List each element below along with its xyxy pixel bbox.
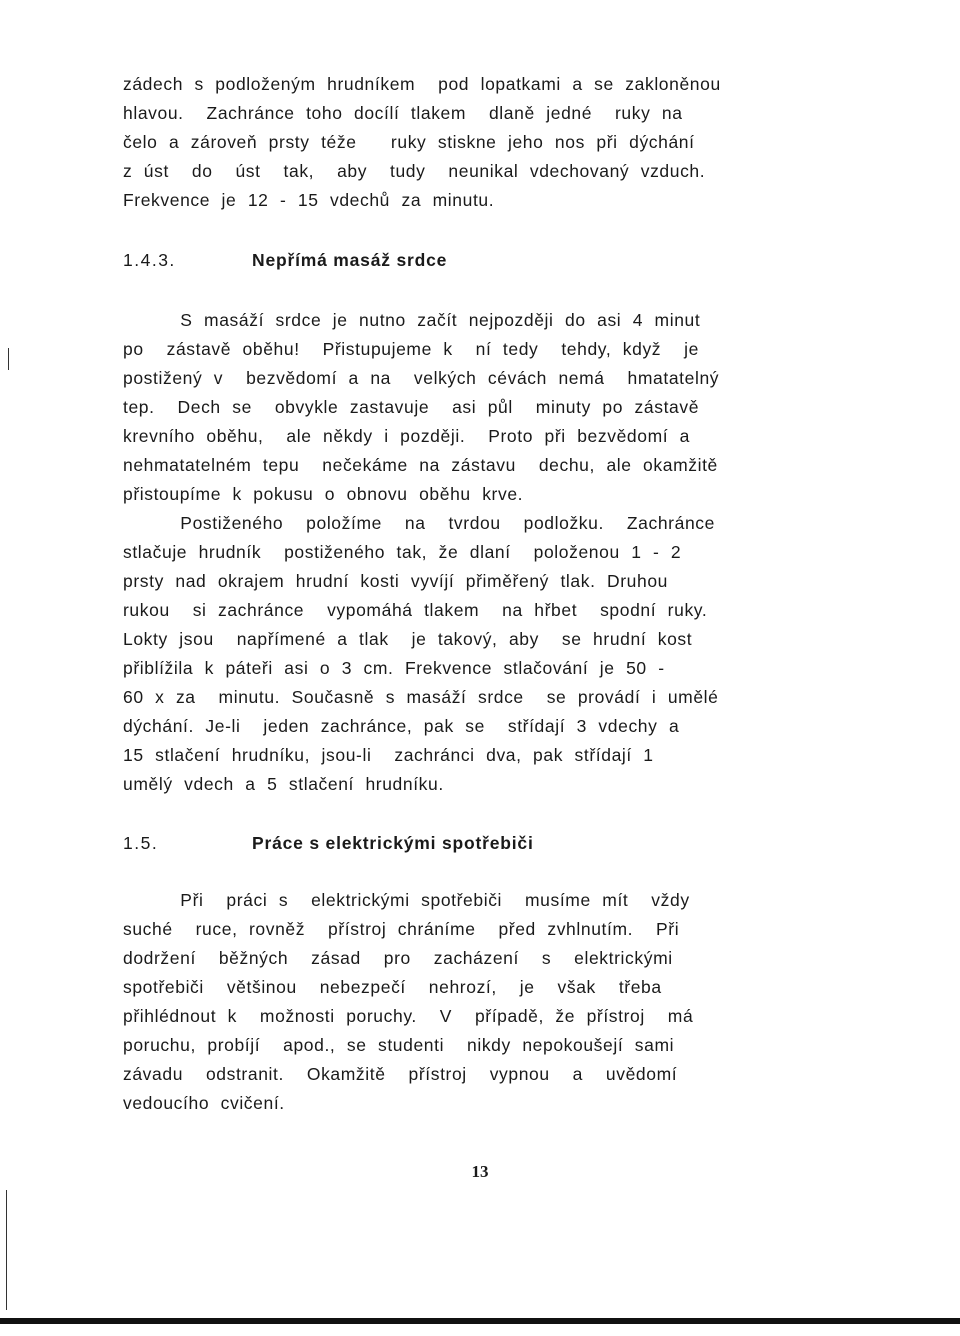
section-number: 1.4.3. [123,250,176,270]
text-line: zádech s podloženým hrudníkem pod lopatkami a se zakloněnou [123,74,721,94]
text-line: tep. Dech se obvykle zastavuje asi půl minuty po zástavě [123,397,700,417]
text-line: přihlédnout k možnosti poruchy. V případě, že přístroj má [123,1006,694,1026]
text-line: krevního oběhu, ale někdy i později. Proto při bezvědomí a [123,426,690,446]
margin-scan-mark [8,348,9,370]
text-line: postižený v bezvědomí a na velkých cévách nemá hmatatelný [123,368,720,388]
text-line: dodržení běžných zásad pro zacházení s elektrickými [123,948,673,968]
text-line: přiblížila k páteři asi o 3 cm. Frekvence stlačování je 50 - [123,658,665,678]
text-line: po zástavě oběhu! Přistupujeme k ní tedy tehdy, když je [123,339,699,359]
page-bottom-edge [0,1318,960,1324]
text-line: dýchání. Je-li jeden zachránce, pak se střídají 3 vdechy a [123,716,680,736]
text-line: 15 stlačení hrudníku, jsou-li zachránci dva, pak střídají 1 [123,745,654,765]
text-line: vedoucího cvičení. [123,1093,285,1113]
text-line: nehmatatelném tepu nečekáme na zástavu dechu, ale okamžitě [123,455,718,475]
section-title: Práce s elektrickými spotřebiči [252,833,534,853]
text-line: 60 x za minutu. Současně s masáží srdce se provádí i umělé [123,687,719,707]
text-line: poruchu, probíjí apod., se studenti nikdy nepokoušejí sami [123,1035,675,1055]
text-line: hlavou. Zachránce toho docílí tlakem dlaně jedné ruky na [123,103,683,123]
section-title: Nepřímá masáž srdce [252,250,448,270]
text-line: umělý vdech a 5 stlačení hrudníku. [123,774,444,794]
text-line: Frekvence je 12 - 15 vdechů za minutu. [123,190,495,210]
text-line: spotřebiči většinou nebezpečí nehrozí, je však třeba [123,977,662,997]
margin-scan-mark [6,1190,7,1310]
page-number: 13 [471,1162,489,1181]
text-line: přistoupíme k pokusu o obnovu oběhu krve. [123,484,524,504]
text-line: stlačuje hrudník postiženého tak, že dlaní položenou 1 - 2 [123,542,682,562]
text-line: závadu odstranit. Okamžitě přístroj vypnou a uvědomí [123,1064,678,1084]
text-line: čelo a zároveň prsty téže ruky stiskne jeho nos při dýchání [123,132,695,152]
section-number: 1.5. [123,833,159,853]
text-line: rukou si zachránce vypomáhá tlakem na hřbet spodní ruky. [123,600,708,620]
text-line: S masáží srdce je nutno začít nejpozději do asi 4 minut [123,310,701,330]
text-line: Postiženého položíme na tvrdou podložku. Zachránce [123,513,715,533]
text-line: Lokty jsou napřímené a tlak je takový, aby se hrudní kost [123,629,693,649]
text-line: suché ruce, rovněž přístroj chráníme před zvhlnutím. Při [123,919,680,939]
text-line: prsty nad okrajem hrudní kosti vyvíjí přiměřený tlak. Druhou [123,571,669,591]
text-line: Při práci s elektrickými spotřebiči musíme mít vždy [123,890,690,910]
text-line: z úst do úst tak, aby tudy neunikal vdechovaný vzduch. [123,161,706,181]
